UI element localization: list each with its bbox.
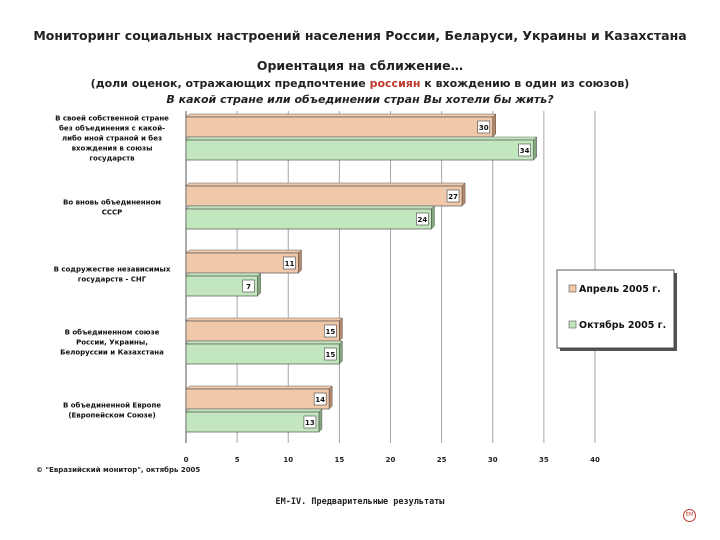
bar-top-face xyxy=(186,409,322,412)
x-tick-label: 20 xyxy=(385,456,396,464)
category-label-line: государств xyxy=(89,154,135,163)
category-label-line: России, Украины, xyxy=(76,338,148,347)
bar-top-face xyxy=(186,341,342,344)
data-label: 34 xyxy=(519,147,530,155)
bar-top-face xyxy=(186,250,301,253)
category-label-line: Во вновь объединенном xyxy=(63,198,161,207)
legend-swatch xyxy=(569,321,576,328)
bar xyxy=(186,321,339,341)
bar-top-face xyxy=(186,183,465,186)
chart-title: Ориентация на сближение… xyxy=(256,58,464,73)
bar-top-face xyxy=(186,206,434,209)
bar-top-face xyxy=(186,137,537,140)
x-tick-label: 15 xyxy=(334,456,345,464)
chart-question: В какой стране или объединении стран Вы хотели бы жить? xyxy=(166,93,554,106)
category-label-line: В содружестве независимых xyxy=(53,265,171,274)
x-tick-label: 30 xyxy=(487,456,498,464)
bar-side-face xyxy=(258,273,261,296)
x-tick-label: 10 xyxy=(283,456,294,464)
category-label xyxy=(63,402,161,420)
bar-side-face xyxy=(339,318,342,341)
legend-label: Октябрь 2005 г. xyxy=(579,320,667,331)
data-label: 13 xyxy=(305,419,315,427)
bar-top-face xyxy=(186,386,332,389)
data-label: 24 xyxy=(417,216,428,224)
data-label: 7 xyxy=(246,283,252,291)
data-label: 15 xyxy=(325,351,336,359)
category-label xyxy=(60,329,164,357)
logo-icon: ЕМ xyxy=(683,509,696,522)
bar xyxy=(186,117,493,137)
bar xyxy=(186,186,462,206)
slide-title: Мониторинг социальных настроений населения России, Беларуси, Украины и Казахстана xyxy=(33,28,687,43)
copyright-note: © "Евразийский монитор", октябрь 2005 xyxy=(36,466,201,474)
legend-swatch xyxy=(569,285,576,292)
data-label: 15 xyxy=(325,328,336,336)
category-label-line: В объединенном союзе xyxy=(64,328,160,337)
bar-top-face xyxy=(186,273,261,276)
bar-side-face xyxy=(493,114,496,137)
bar-top-face xyxy=(186,114,496,117)
category-label-line: вхождения в союзы xyxy=(71,144,153,153)
x-tick-label: 40 xyxy=(590,456,600,464)
data-label: 14 xyxy=(315,396,326,404)
bar xyxy=(186,209,431,229)
bar-side-face xyxy=(319,409,322,432)
data-label: 27 xyxy=(448,193,458,201)
category-label-line: государств - СНГ xyxy=(77,275,147,284)
data-label: 30 xyxy=(478,124,489,132)
bar xyxy=(186,389,329,409)
subtitle-start: (доли оценок, отражающих предпочтение xyxy=(90,77,370,90)
subtitle-highlight: россиян xyxy=(369,77,421,90)
category-label-line: Белоруссии и Казахстана xyxy=(60,348,164,357)
bar xyxy=(186,253,298,273)
category-label-line: (Европейском Союзе) xyxy=(68,411,156,420)
bar-side-face xyxy=(329,386,332,409)
legend-label: Апрель 2005 г. xyxy=(579,284,661,295)
category-label-line: В объединенной Европе xyxy=(62,401,162,410)
category-label xyxy=(54,266,171,284)
category-label xyxy=(55,115,169,163)
x-tick-label: 35 xyxy=(539,456,549,464)
footer-text: ЕМ-IV. Предварительные результаты xyxy=(275,497,445,507)
data-label: 11 xyxy=(284,260,295,268)
category-label-line: СССР xyxy=(101,208,123,217)
category-label-line: без объединения с какой- xyxy=(58,124,166,133)
x-tick-label: 25 xyxy=(436,456,447,464)
legend-box xyxy=(557,270,674,348)
category-label xyxy=(63,199,161,217)
x-tick-label: 5 xyxy=(234,456,240,464)
bar-side-face xyxy=(339,341,342,364)
bar-side-face xyxy=(534,137,537,160)
bar xyxy=(186,412,319,432)
bar-side-face xyxy=(298,250,301,273)
x-tick-label: 0 xyxy=(183,456,189,464)
bar-side-face xyxy=(431,206,434,229)
category-label-line: либо иной страной и без xyxy=(61,134,163,143)
subtitle-end: к вхождению в один из союзов) xyxy=(420,77,630,90)
bar-side-face xyxy=(462,183,465,206)
bar-top-face xyxy=(186,318,342,321)
bar xyxy=(186,140,534,160)
category-label-line: В своей собственной стране xyxy=(55,114,169,123)
bar xyxy=(186,344,339,364)
